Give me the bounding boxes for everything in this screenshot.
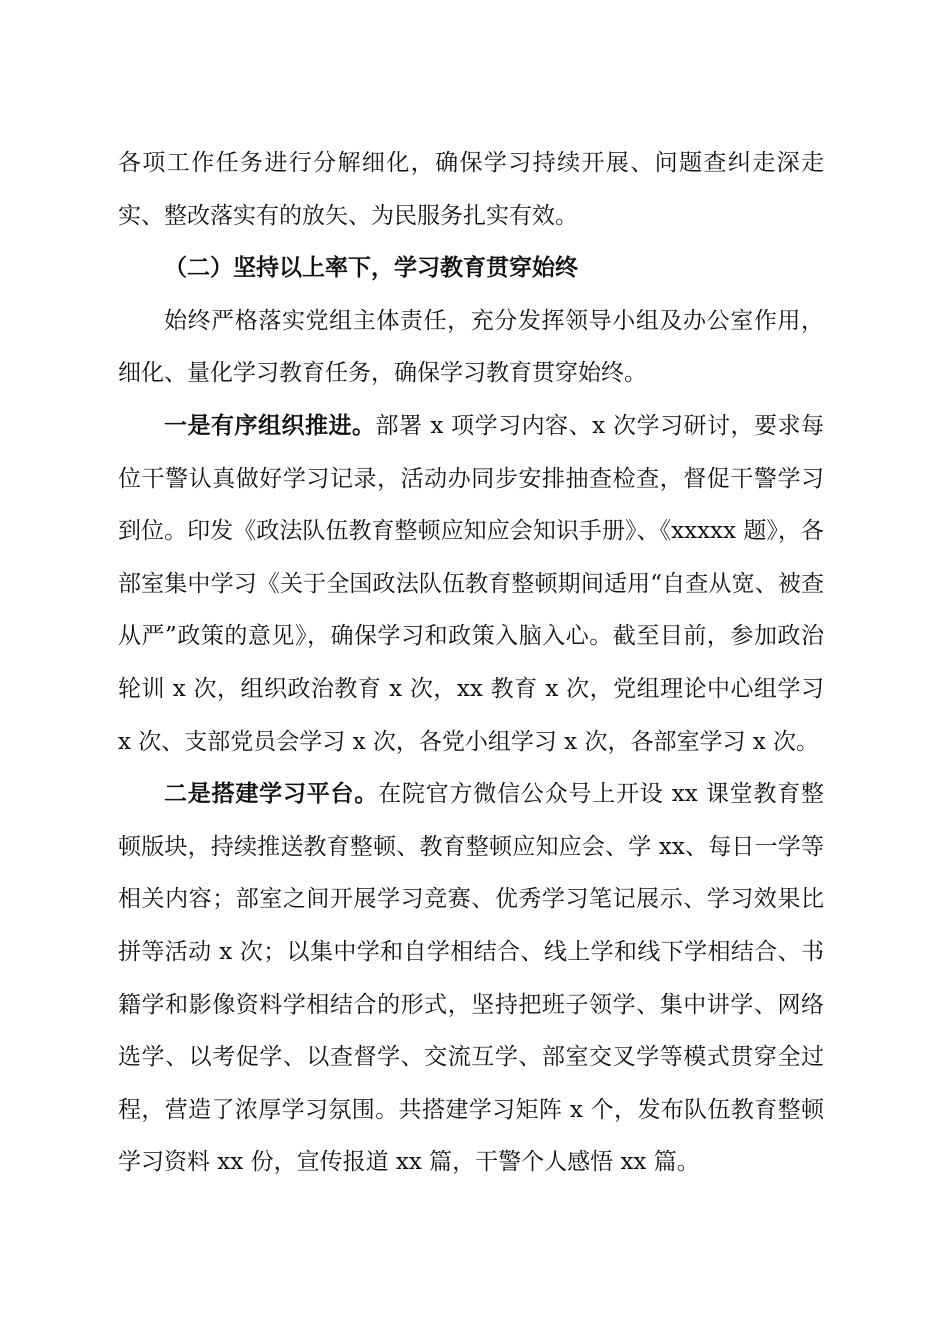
- paragraph-responsibility: 始终严格落实党组主体责任，充分发挥领导小组及办公室作用，细化、量化学习教育任务，确保学习教育贯穿始终。: [118, 307, 824, 387]
- paragraph-organize-lead: 一是有序组织推进。: [164, 411, 376, 439]
- paragraph-platform-lead: 二是搭建学习平台。: [164, 780, 379, 808]
- section-heading: （二）坚持以上率下，学习教育贯穿始终: [164, 254, 578, 282]
- paragraph-continuation: 各项工作任务进行分解细化，确保学习持续开展、问题查纠走深走实、整改落实有的放矢、为民服务扎实有效。: [118, 150, 824, 229]
- paragraph-platform: [118, 768, 824, 1189]
- paragraph-organize: [118, 400, 824, 768]
- paragraph-organize-body: 部署 x 项学习内容、x 次学习研讨，要求每位干警认真做好学习记录，活动办同步安排抽查检查，督促干警学习到位。印发《政法队伍教育整顿应知应会知识手册》、《xxxxx 题》，各部室集中学习《关于全国政法队伍教育整顿期间适用“自查从宽、被查从严”政策的意见》，确保学习和政策入脑入心。截至目前，参加政治轮训 x 次，组织政治教育 x 次，xx 教育 x 次，党组理论中心组学习 x 次、支部党员会学习 x 次，各党小组学习 x 次，各部室学习 x 次。: [118, 412, 824, 755]
- document-page: [118, 137, 824, 1189]
- paragraph-platform-body: 在院官方微信公众号上开设 xx 课堂教育整顿版块，持续推送教育整顿、教育整顿应知应会、学 xx、每日一学等相关内容；部室之间开展学习竞赛、优秀学习笔记展示、学习效果比拼等活动 x 次；以集中学和自学相结合、线上学和线下学相结合、书籍学和影像资料学相结合的形式，坚持把班子领学、集中讲学、网络选学、以考促学、以查督学、交流互学、部室交叉学等模式贯穿全过程，营造了浓厚学习氛围。共搭建学习矩阵 x 个，发布队伍教育整顿学习资料 xx 份，宣传报道 xx 篇，干警个人感悟 xx 篇。: [118, 781, 824, 1176]
